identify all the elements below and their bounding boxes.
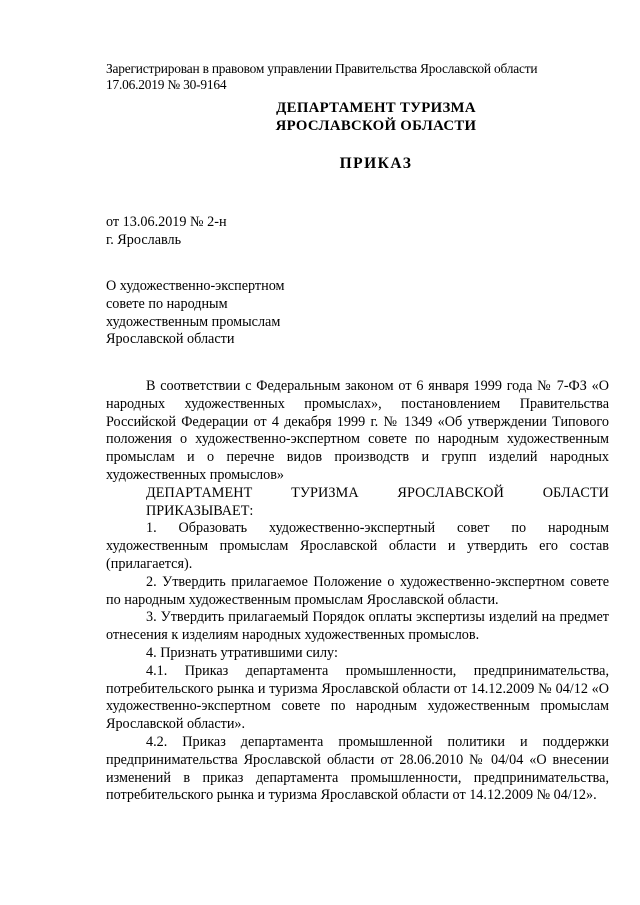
order-city: г. Ярославль [106, 232, 182, 248]
department-name-line-2: ЯРОСЛАВСКОЙ ОБЛАСТИ [275, 118, 477, 134]
ordering-clause-line-1: ДЕПАРТАМЕНТ ТУРИЗМА ЯРОСЛАВСКОЙ ОБЛАСТИ [146, 484, 609, 501]
subject-line: О художественно-экспертном [106, 278, 285, 294]
registration-line-2: 17.06.2019 № 30-9164 [106, 77, 227, 92]
document-title: ПРИКАЗ [339, 155, 413, 172]
subject-line: совете по народным [106, 295, 228, 312]
order-item-2: 2. Утвердить прилагаемое Положение о художественно-экспертном совете по народным художественным промыслам Ярославской области. [106, 573, 609, 608]
ordering-clause-line-2: ПРИКАЗЫВАЕТ: [146, 502, 254, 519]
registration-note [106, 61, 626, 93]
order-body [106, 378, 609, 805]
order-subject [106, 278, 346, 349]
order-item-4-2: 4.2. Приказ департамента промышленной политики и поддержки предпринимательства Ярославской области от 28.06.2010 № 04/04 «О внесении изменений в приказ департамента промышленности, предпринимательства, потребительского рынка и туризма Ярославской области от 14.12.2009 № 04/12». [106, 733, 609, 804]
order-item-4: 4. Признать утратившими силу: [146, 644, 338, 661]
order-date-number: от 13.06.2019 № 2-н [106, 214, 227, 230]
department-name-line-1: ДЕПАРТАМЕНТ ТУРИЗМА [276, 100, 476, 116]
order-item-4-1: 4.1. Приказ департамента промышленности, предпринимательства, потребительского рынка и туризма Ярославской области от 14.12.2009 № 04/12 «О художественно-экспертном совете по народным художественным промыслам Ярославской области». [106, 662, 609, 733]
registration-line-1: Зарегистрирован в правовом управлении Правительства Ярославской области [106, 61, 538, 76]
preamble-paragraph: В соответствии с Федеральным законом от 6 января 1999 года № 7-ФЗ «О народных художественных промыслах», постановлением Правительства Российской Федерации от 4 декабря 1999 г. № 1349 «Об утверждении Типового положения о художественно-экспертном совете по народным художественным промыслам и о перечне видов производств и групп изделий народных художественных промыслов» [106, 378, 609, 483]
order-item-1: 1. Образовать художественно-экспертный совет по народным художественным промыслам Ярославской области и утвердить его состав (прилагается). [106, 520, 609, 572]
subject-line: Ярославской области [106, 331, 235, 348]
order-item-3: 3. Утвердить прилагаемый Порядок оплаты экспертизы изделий на предмет отнесения к изделиям народных художественных промыслов. [106, 609, 609, 644]
subject-line: художественным промыслам [106, 313, 281, 330]
